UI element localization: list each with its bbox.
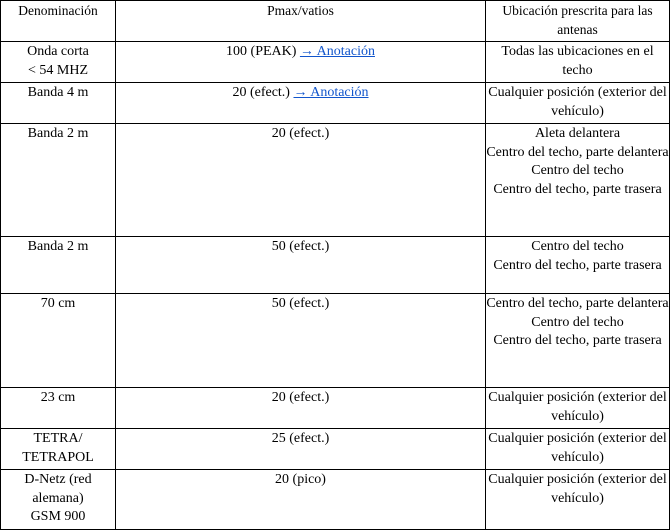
ubicacion-line: Centro del techo, parte delantera <box>486 296 669 311</box>
ubicacion-line: Centro del techo <box>531 239 624 254</box>
cell-ubicacion <box>486 388 670 429</box>
table-row <box>1 470 670 530</box>
pmax-value: 20 (efect.) <box>271 126 330 141</box>
cell-pmax <box>116 294 486 388</box>
denominacion-line: Banda 4 m <box>27 85 89 100</box>
cell-ubicacion <box>486 470 670 530</box>
pmax-value: 20 (efect.) <box>271 390 330 405</box>
cell-ubicacion <box>486 42 670 83</box>
denominacion-line: TETRAPOL <box>22 449 94 465</box>
header-pmax: Pmax/vatios <box>116 1 486 42</box>
pmax-value: 20 (efect.) <box>232 85 290 100</box>
cell-ubicacion <box>486 294 670 388</box>
cell-pmax <box>116 429 486 470</box>
ubicacion-line: Centro del techo <box>531 314 624 330</box>
ubicacion-line: Cualquier posición (exterior del vehículo) <box>488 85 667 119</box>
denominacion-line: GSM 900 <box>30 509 86 524</box>
cell-pmax <box>116 42 486 83</box>
cell-denominacion <box>1 124 116 237</box>
denominacion-line: TETRA/ <box>33 431 83 446</box>
denominacion-line: Onda corta <box>27 44 89 59</box>
header-ubicacion: Ubicación prescrita para las antenas <box>486 1 670 42</box>
ubicacion-line: Todas las ubicaciones en el techo <box>501 44 654 78</box>
cell-denominacion <box>1 42 116 83</box>
ubicacion-line: Cualquier posición (exterior del vehículo) <box>488 390 667 424</box>
cell-ubicacion <box>486 83 670 124</box>
ubicacion-line: Cualquier posición (exterior del vehículo) <box>488 431 667 465</box>
cell-denominacion <box>1 83 116 124</box>
table-row <box>1 429 670 470</box>
denominacion-line: 23 cm <box>40 390 76 405</box>
pmax-value: 100 (PEAK) <box>226 44 297 59</box>
pmax-value: 20 (pico) <box>275 472 326 487</box>
cell-denominacion <box>1 388 116 429</box>
denominacion-line: D-Netz (red alemana) <box>24 472 92 506</box>
denominacion-line: < 54 MHZ <box>27 62 88 78</box>
table-row <box>1 388 670 429</box>
pmax-value: 25 (efect.) <box>271 431 330 446</box>
ubicacion-line: Centro del techo <box>531 163 624 178</box>
ubicacion-line: Centro del techo, parte trasera <box>493 333 662 348</box>
ubicacion-line: Centro del techo, parte trasera <box>493 257 662 273</box>
table-row <box>1 124 670 237</box>
anotacion-link[interactable]: → Anotación <box>299 44 375 59</box>
table-row <box>1 83 670 124</box>
cell-denominacion <box>1 429 116 470</box>
cell-ubicacion <box>486 429 670 470</box>
pmax-value: 50 (efect.) <box>271 239 330 254</box>
cell-pmax <box>116 83 486 124</box>
table-row <box>1 294 670 388</box>
cell-denominacion <box>1 237 116 294</box>
header-denominacion: Denominación <box>1 1 116 42</box>
anotacion-link[interactable]: → Anotación <box>293 85 369 100</box>
denominacion-line: Banda 2 m <box>27 126 89 141</box>
cell-pmax <box>116 388 486 429</box>
cell-denominacion <box>1 294 116 388</box>
pmax-value: 50 (efect.) <box>271 296 330 311</box>
cell-ubicacion <box>486 124 670 237</box>
table-row <box>1 42 670 83</box>
cell-pmax <box>116 470 486 530</box>
cell-ubicacion <box>486 237 670 294</box>
cell-pmax <box>116 237 486 294</box>
table-row <box>1 237 670 294</box>
ubicacion-line: Centro del techo, parte trasera <box>493 181 662 197</box>
ubicacion-line: Aleta delantera <box>534 126 621 141</box>
ubicacion-line: Cualquier posición (exterior del vehículo) <box>488 472 667 506</box>
cell-pmax <box>116 124 486 237</box>
denominacion-line: Banda 2 m <box>27 239 89 254</box>
ubicacion-line: Centro del techo, parte delantera <box>486 144 669 160</box>
cell-denominacion <box>1 470 116 530</box>
table-header-row <box>1 1 670 42</box>
denominacion-line: 70 cm <box>40 296 76 311</box>
